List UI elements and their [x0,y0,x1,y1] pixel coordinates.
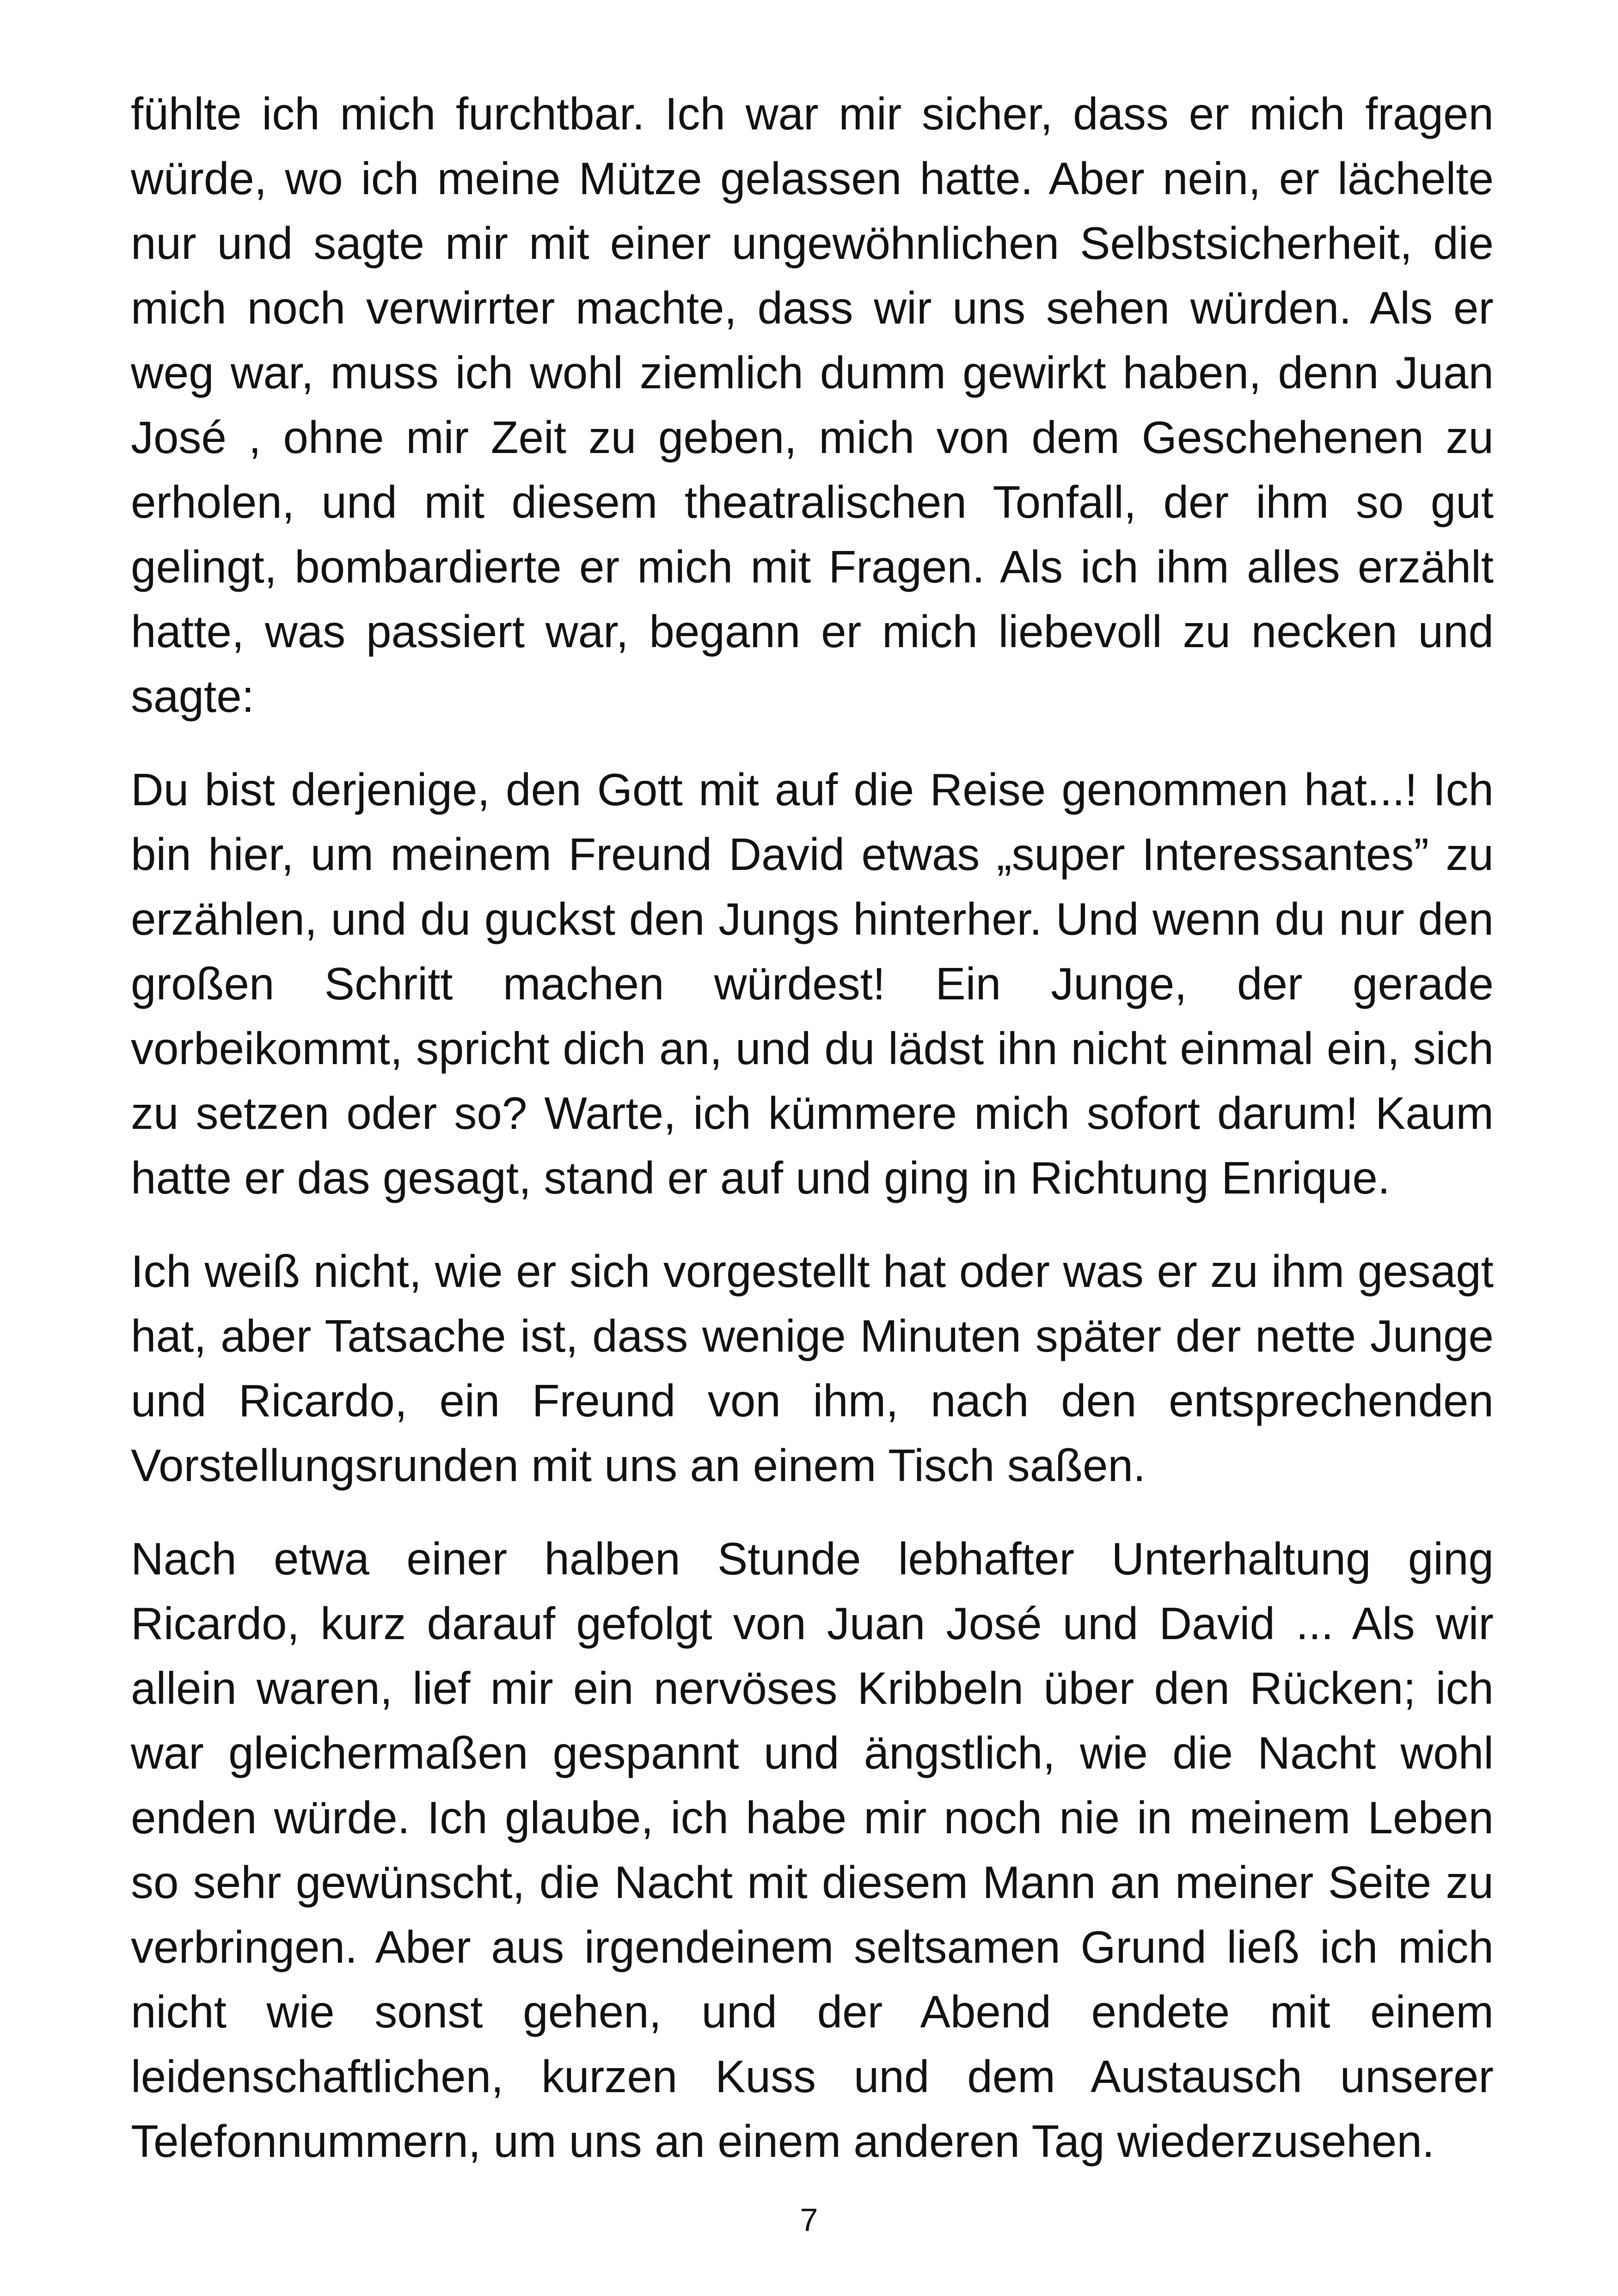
page-number: 7 [800,2202,818,2238]
paragraph: fühlte ich mich furchtbar. Ich war mir sicher, dass er mich fragen würde, wo ich meine Mütze gelassen hatte. Aber nein, er lächelte nur und sagte mir mit einer ungewöhnlichen Selbstsicherheit, die mich noch verwirrter machte, dass wir uns sehen würden. Als er weg war, muss ich wohl ziemlich dumm gewirkt haben, denn Juan José , ohne mir Zeit zu geben, mich von dem Geschehenen zu erholen, und mit diesem theatralischen Tonfall, der ihm so gut gelingt, bombardierte er mich mit Fragen. Als ich ihm alles erzählt hatte, was passiert war, begann er mich liebevoll zu necken und sagte: [131,88,1494,722]
paragraph: Nach etwa einer halben Stunde lebhafter Unterhaltung ging Ricardo, kurz darauf gefolgt von Juan José und David ... Als wir allein waren, lief mir ein nervöses Kribbeln über den Rücken; ich war gleichermaßen gespannt und ängstlich, wie die Nacht wohl enden würde. Ich glaube, ich habe mir noch nie in meinem Leben so sehr gewünscht, die Nacht mit diesem Mann an meiner Seite zu verbringen. Aber aus irgendeinem seltsamen Grund ließ ich mich nicht wie sonst gehen, und der Abend endete mit einem leidenschaftlichen, kurzen Kuss und dem Austausch unserer Telefonnummern, um uns an einem anderen Tag wiederzusehen. [131,1533,1494,2167]
paragraph: Ich weiß nicht, wie er sich vorgestellt hat oder was er zu ihm gesagt hat, aber Tatsache ist, dass wenige Minuten später der nette Junge und Ricardo, ein Freund von ihm, nach den entsprechenden Vorstellungsrunden mit uns an einem Tisch saßen. [131,1246,1494,1491]
body-text [131,81,1494,2202]
paragraph: Du bist derjenige, den Gott mit auf die Reise genommen hat...! Ich bin hier, um meinem Freund David etwas „super Interessantes” zu erzählen, und du guckst den Jungs hinterher. Und wenn du nur den großen Schritt machen würdest! Ein Junge, der gerade vorbeikommt, spricht dich an, und du lädst ihn nicht einmal ein, sich zu setzen oder so? Warte, ich kümmere mich sofort darum! Kaum hatte er das gesagt, stand er auf und ging in Richtung Enrique. [131,764,1494,1203]
